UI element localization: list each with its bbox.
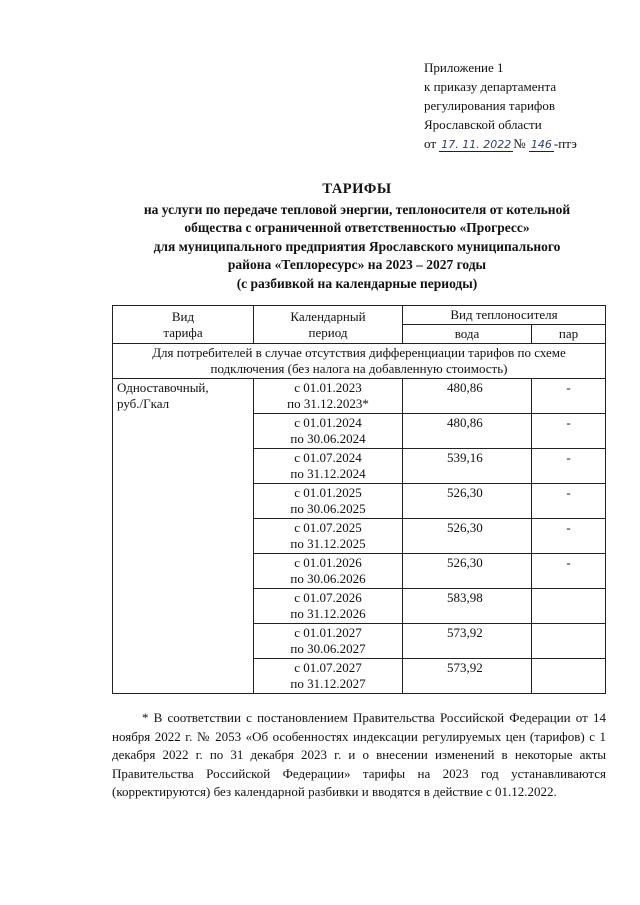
period-cell: с 01.01.2027 по 30.06.2027 <box>254 624 403 659</box>
order-from-label: от <box>424 136 437 151</box>
period-cell: с 01.01.2025 по 30.06.2025 <box>254 484 403 519</box>
order-reference <box>424 134 577 154</box>
header-tariff-type: Вид тарифа <box>113 306 254 344</box>
steam-tariff-cell: - <box>532 554 606 589</box>
footnote-text: * В соответствии с постановлением Правительства Российской Федерации от 14 ноября 2022 г. № 2053 «Об особенностях индексации регулируемых цен (тарифов) с 1 декабря 2022 г. по 31 декабря 2023 г. и о внесении изменений в некоторые акты Правительства Российской Федерации» тарифы на 2023 год устанавливаются (корректируются) без календарной разбивки и вводятся в действие с 01.12.2022. <box>112 710 606 799</box>
steam-tariff-cell: - <box>532 379 606 414</box>
section-description: Для потребителей в случае отсутствия дифференциации тарифов по схеме подключения (без налога на добавленную стоимость) <box>113 344 606 379</box>
steam-tariff-cell: - <box>532 484 606 519</box>
steam-tariff-cell: - <box>532 449 606 484</box>
water-tariff-cell: 583,98 <box>403 589 532 624</box>
steam-tariff-cell: - <box>532 519 606 554</box>
title-line-5: (с разбивкой на календарные периоды) <box>236 275 478 291</box>
water-tariff-cell: 526,30 <box>403 519 532 554</box>
appendix-header <box>424 58 577 154</box>
header-heat-carrier: Вид теплоносителя <box>403 306 606 325</box>
water-tariff-cell: 573,92 <box>403 659 532 694</box>
steam-tariff-cell <box>532 659 606 694</box>
period-cell: с 01.07.2024 по 31.12.2024 <box>254 449 403 484</box>
tariff-rows <box>113 379 606 694</box>
steam-tariff-cell <box>532 624 606 659</box>
period-cell: с 01.01.2023 по 31.12.2023* <box>254 379 403 414</box>
section-row <box>113 344 606 379</box>
order-number-sign: № <box>513 136 526 151</box>
header-water: вода <box>403 325 532 344</box>
tariff-table <box>112 305 606 694</box>
appendix-line-1: Приложение 1 <box>424 60 504 75</box>
water-tariff-cell: 526,30 <box>403 484 532 519</box>
water-tariff-cell: 539,16 <box>403 449 532 484</box>
steam-tariff-cell <box>532 589 606 624</box>
order-suffix: -птэ <box>553 136 577 151</box>
period-cell: с 01.07.2027 по 31.12.2027 <box>254 659 403 694</box>
order-date-handwritten: 17. 11. 2022 <box>441 138 512 151</box>
period-cell: с 01.01.2024 по 30.06.2024 <box>254 414 403 449</box>
order-number-handwritten: 146 <box>530 138 552 151</box>
title-line-2: общества с ограниченной ответственностью «Прогресс» <box>184 220 530 235</box>
period-cell: с 01.07.2026 по 31.12.2026 <box>254 589 403 624</box>
water-tariff-cell: 573,92 <box>403 624 532 659</box>
header-period: Календарный период <box>254 306 403 344</box>
water-tariff-cell: 480,86 <box>403 414 532 449</box>
header-row <box>113 306 606 325</box>
water-tariff-cell: 526,30 <box>403 554 532 589</box>
steam-tariff-cell: - <box>532 414 606 449</box>
tariff-type-cell: Одноставочный, руб./Гкал <box>113 379 254 694</box>
period-cell: с 01.07.2025 по 31.12.2025 <box>254 519 403 554</box>
appendix-line-4: Ярославской области <box>424 117 542 132</box>
period-cell: с 01.01.2026 по 30.06.2026 <box>254 554 403 589</box>
title-line-1: на услуги по передаче тепловой энергии, теплоносителя от котельной <box>143 201 571 217</box>
appendix-line-3: регулирования тарифов <box>424 98 555 113</box>
title-line-3: для муниципального предприятия Ярославского муниципального <box>153 238 561 254</box>
title-line-4: района «Теплоресурс» на 2023 – 2027 годы <box>227 257 487 272</box>
appendix-line-2: к приказу департамента <box>424 79 557 94</box>
footnote <box>112 709 606 802</box>
header-steam: пар <box>532 325 606 344</box>
document-title <box>98 180 616 293</box>
water-tariff-cell: 480,86 <box>403 379 532 414</box>
table-row <box>113 379 606 414</box>
title-main: ТАРИФЫ <box>322 181 392 197</box>
